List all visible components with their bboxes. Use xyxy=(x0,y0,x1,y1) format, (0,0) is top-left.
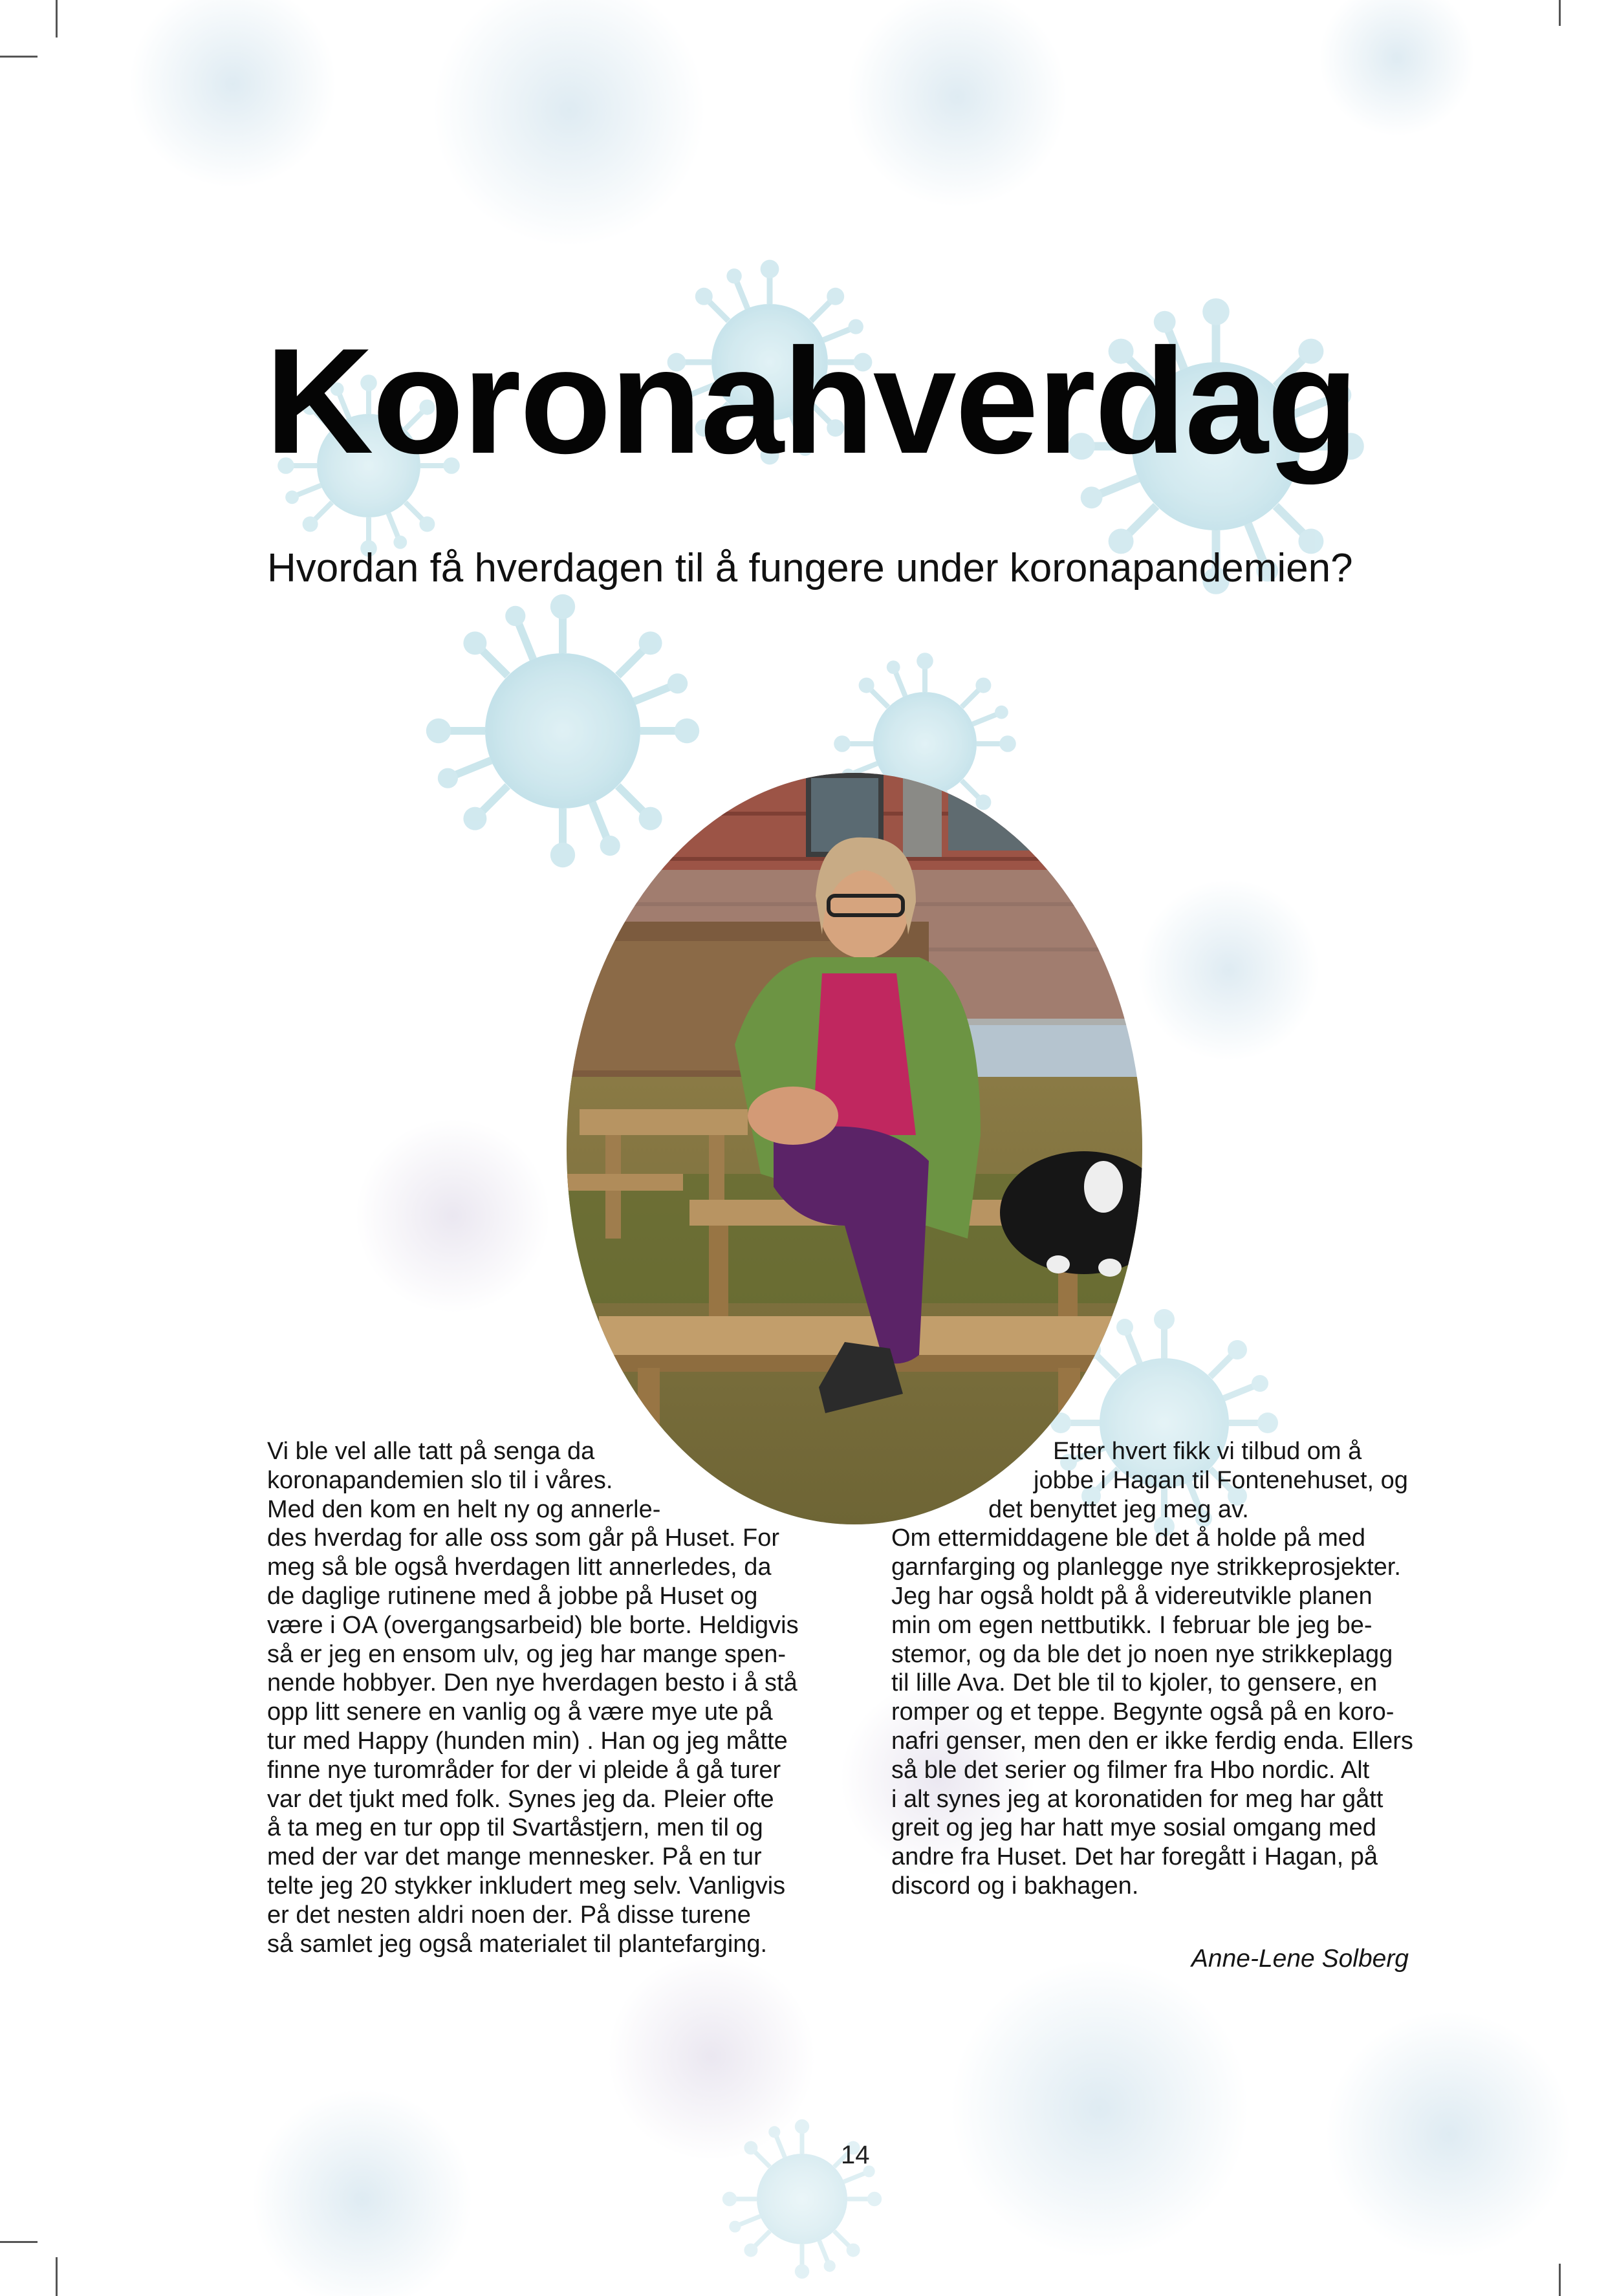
body-line: meg så ble også hverdagen litt annerledes, da xyxy=(267,1554,772,1581)
article-body-right xyxy=(891,1437,1413,1901)
body-line: stemor, og da ble det jo noen nye strikkeplagg xyxy=(891,1640,1393,1668)
body-line: nafri genser, men den er ikke ferdig enda. Ellers xyxy=(891,1727,1413,1755)
body-line: Jeg har også holdt på å videreutvikle planen xyxy=(891,1582,1373,1610)
body-line: romper og et teppe. Begynte også på en koro- xyxy=(891,1698,1395,1726)
body-line: så er jeg en ensom ulv, og jeg har mange spen- xyxy=(267,1640,786,1668)
body-line: de daglige rutinene med å jobbe på Huset og xyxy=(267,1582,758,1610)
body-line: tur med Happy (hunden min) . Han og jeg måtte xyxy=(267,1727,788,1755)
body-line: jobbe i Hagan til Fontenehuset, og xyxy=(1034,1466,1408,1494)
body-line: discord og i bakhagen. xyxy=(891,1872,1139,1900)
body-line: i alt synes jeg at koronatiden for meg har gått xyxy=(891,1785,1384,1813)
body-line: Om ettermiddagene ble det å holde på med xyxy=(891,1524,1366,1552)
author-signature: Anne-Lene Solberg xyxy=(1191,1945,1409,1973)
body-line: min om egen nettbutikk. I februar ble jeg be- xyxy=(891,1611,1373,1639)
body-line: Med den kom en helt ny og annerle- xyxy=(267,1495,661,1523)
body-line: telte jeg 20 stykker inkludert meg selv. Vanligvis xyxy=(267,1872,786,1900)
body-line: garnfarging og planlegge nye strikkeprosjekter. xyxy=(891,1554,1401,1581)
body-line: så samlet jeg også materialet til plantefarging. xyxy=(267,1930,768,1958)
body-line: er det nesten aldri noen der. På disse turene xyxy=(267,1901,751,1929)
body-line: nende hobbyer. Den nye hverdagen besto i å stå xyxy=(267,1669,798,1697)
article-body-left xyxy=(267,1437,799,1958)
body-line: det benyttet jeg meg av. xyxy=(988,1495,1249,1523)
body-line: koronapandemien slo til i våres. xyxy=(267,1466,613,1494)
body-line: å ta meg en tur opp til Svartåstjern, men til og xyxy=(267,1814,763,1842)
body-line: med der var det mange mennesker. På en tur xyxy=(267,1843,762,1871)
body-line: var det tjukt med folk. Synes jeg da. Pleier ofte xyxy=(267,1785,774,1813)
body-line: andre fra Huset. Det har foregått i Hagan, på xyxy=(891,1843,1378,1871)
portrait-photo xyxy=(567,773,1142,1524)
body-line: så ble det serier og filmer fra Hbo nordic. Alt xyxy=(891,1756,1370,1784)
body-line: opp litt senere en vanlig og å være mye ute på xyxy=(267,1698,773,1726)
body-line: finne nye turområder for der vi pleide å gå turer xyxy=(267,1756,781,1784)
article-subtitle: Hvordan få hverdagen til å fungere under koronapandemien? xyxy=(267,546,1353,590)
body-line: greit og jeg har hatt mye sosial omgang med xyxy=(891,1814,1376,1842)
body-line: des hverdag for alle oss som går på Huset. For xyxy=(267,1524,780,1552)
body-line: Etter hvert fikk vi tilbud om å xyxy=(1053,1438,1362,1465)
article-title: Koronahverdag xyxy=(265,318,1358,485)
body-line: Vi ble vel alle tatt på senga da xyxy=(267,1438,595,1465)
body-line: være i OA (overgangsarbeid) ble borte. Heldigvis xyxy=(267,1611,799,1639)
page-number: 14 xyxy=(841,2141,870,2169)
body-line: til lille Ava. Det ble til to kjoler, to gensere, en xyxy=(891,1669,1378,1697)
